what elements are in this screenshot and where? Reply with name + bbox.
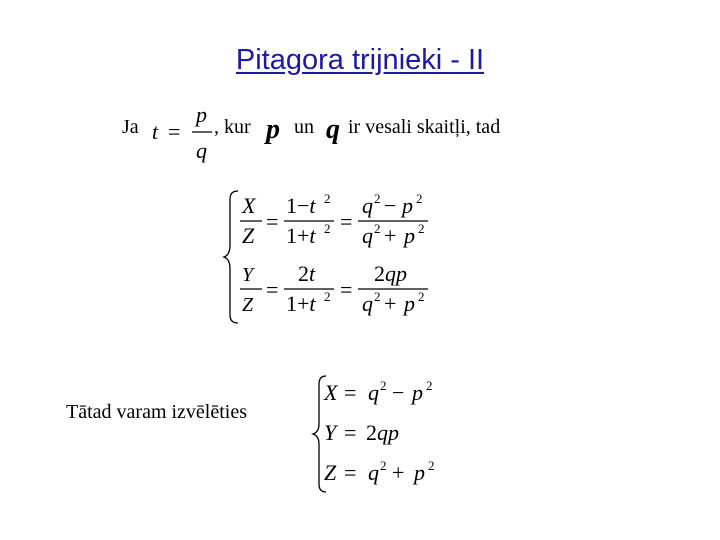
svg-text:−: − — [392, 380, 405, 405]
svg-text:q: q — [362, 291, 373, 316]
svg-text:2: 2 — [426, 378, 433, 393]
svg-text:2: 2 — [324, 289, 331, 304]
svg-text:=: = — [340, 277, 353, 302]
text-ir-vesali: ir vesali skaitļi, tad — [348, 116, 501, 138]
svg-text:q: q — [196, 138, 207, 163]
svg-text:X: X — [324, 380, 338, 405]
svg-text:t: t — [152, 119, 159, 144]
svg-text:2t: 2t — [298, 261, 316, 286]
svg-text:=: = — [168, 119, 181, 144]
page-title: Pitagora trijnieki - II — [235, 44, 485, 76]
svg-text:Y: Y — [242, 264, 254, 286]
svg-text:p: p — [404, 223, 415, 248]
svg-text:2: 2 — [418, 289, 425, 304]
svg-text:2: 2 — [374, 191, 381, 206]
text-un: un — [294, 116, 314, 138]
text-ja: Ja — [122, 116, 139, 138]
svg-text:2: 2 — [324, 221, 331, 236]
svg-text:Z: Z — [324, 460, 337, 485]
svg-text:=: = — [266, 209, 279, 234]
text-kur: , kur — [214, 116, 251, 138]
svg-text:+: + — [392, 460, 405, 485]
svg-text:=: = — [344, 380, 357, 405]
variable-p — [262, 112, 292, 152]
svg-text:2: 2 — [428, 458, 435, 473]
svg-text:=: = — [340, 209, 353, 234]
svg-text:p: p — [196, 102, 207, 127]
svg-text:2: 2 — [418, 221, 425, 236]
svg-text:p: p — [266, 114, 280, 145]
ratio-system-1 — [222, 185, 452, 330]
svg-text:=: = — [344, 460, 357, 485]
svg-text:1−t: 1−t — [286, 193, 316, 218]
svg-text:2: 2 — [380, 378, 387, 393]
svg-text:2: 2 — [374, 221, 381, 236]
svg-text:q: q — [368, 460, 379, 485]
svg-text:q: q — [368, 380, 379, 405]
formula-t-equals-p-over-q — [148, 100, 218, 170]
svg-text:q: q — [362, 193, 373, 218]
svg-text:2: 2 — [416, 191, 423, 206]
svg-text:Y: Y — [324, 420, 337, 445]
svg-text:q: q — [326, 114, 340, 145]
svg-text:p: p — [412, 380, 423, 405]
svg-text:p: p — [402, 193, 413, 218]
svg-text:Z: Z — [242, 223, 255, 248]
triple-system — [310, 372, 470, 497]
svg-text:+: + — [384, 223, 397, 248]
text-conclusion: Tātad varam izvēlēties — [66, 401, 248, 423]
svg-text:=: = — [266, 277, 279, 302]
svg-text:−: − — [384, 193, 397, 218]
svg-text:2: 2 — [374, 289, 381, 304]
svg-text:p: p — [414, 460, 425, 485]
svg-text:=: = — [344, 420, 357, 445]
svg-text:2qp: 2qp — [374, 261, 407, 286]
svg-text:p: p — [404, 291, 415, 316]
svg-text:2qp: 2qp — [366, 420, 399, 445]
svg-text:X: X — [242, 193, 256, 218]
svg-text:2: 2 — [380, 458, 387, 473]
svg-text:Z: Z — [242, 294, 254, 316]
svg-text:1+t: 1+t — [286, 291, 316, 316]
svg-text:2: 2 — [324, 191, 331, 206]
svg-text:+: + — [384, 291, 397, 316]
svg-text:1+t: 1+t — [286, 223, 316, 248]
svg-text:q: q — [362, 223, 373, 248]
